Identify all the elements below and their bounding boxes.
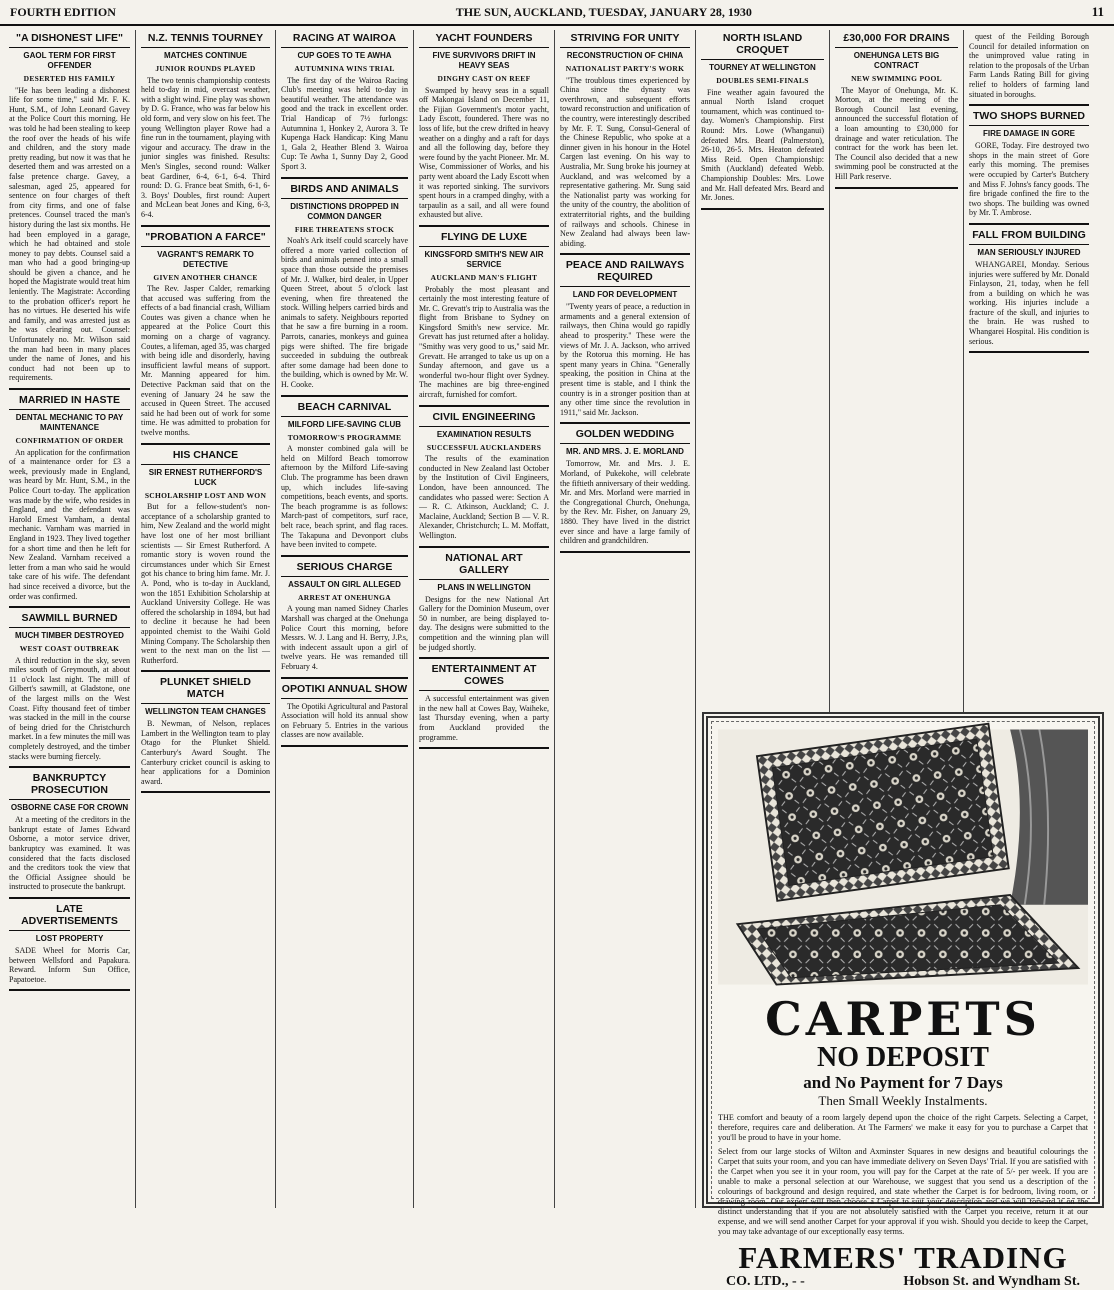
article-deck: SCHOLARSHIP LOST AND WON — [144, 490, 267, 500]
article-body: The Mayor of Onehunga, Mr. K. Morton, at the meeting of the Borough Council last evening, announced the successful flotation of a loan amounting to £30,000 for drainage and water reticulation. The contract for the work has been let. The Council also decided that a new swimming pool be constructed at the Hill Park reserve. — [835, 85, 958, 181]
column-rule — [9, 606, 130, 608]
article-headline: GOLDEN WEDDING — [560, 428, 690, 444]
article-deck: SUCCESSFUL AUCKLANDERS — [426, 442, 542, 452]
column-7 — [830, 30, 964, 712]
article-headline: ENTERTAINMENT AT COWES — [419, 663, 549, 691]
article-subheadline: MR. AND MRS. J. E. MORLAND — [566, 447, 684, 457]
article-headline: "A DISHONEST LIFE" — [9, 32, 130, 48]
article — [419, 411, 549, 541]
article — [969, 32, 1089, 99]
article-subheadline: ASSAULT ON GIRL ALLEGED — [288, 579, 401, 589]
article-subheadline: WELLINGTON TEAM CHANGES — [145, 707, 266, 717]
article-body: GORE, Today. Fire destroyed two shops in the main street of Gore early this morning. The premises were occupied by Carter's Butchery and Miss F. Johns's fancy goods. The fire brigade confined the fire to the two shops. The building was owned by Mr. T. Ambrose. — [969, 141, 1089, 218]
column-8 — [964, 30, 1094, 712]
edition-label: FOURTH EDITION — [10, 4, 116, 19]
column-rule — [141, 443, 270, 445]
article — [419, 552, 549, 653]
article-headline: BANKRUPTCY PROSECUTION — [9, 772, 130, 800]
newspaper-title: THE SUN, AUCKLAND, TUESDAY, JANUARY 28, 1930 — [455, 4, 752, 19]
column-rule — [560, 551, 690, 553]
article-body: The results of the examination conducted in New Zealand last October by the Institution of Civil Engineers, London, have been announced. The candidates who passed were: Section A — R. C. Atkinson, Auckland; C. J. Maclaine, Auckland; Section B — V. R. Alexander, Christchurch; L. M. Moffatt, Wellington. — [419, 454, 549, 540]
column-rule — [9, 989, 130, 991]
article-deck: NEW SWIMMING POOL — [851, 74, 942, 83]
article-headline: RACING AT WAIROA — [281, 32, 408, 48]
article-body: Noah's Ark itself could scarcely have offered a more varied collection of birds and animals penned into a small space than those outside the premises of Mr. J. Walker, bird dealer, in Upper Queen Street, about 5 o'clock last evening, when fire threatened the stock. Willing helpers carried birds and animals to safety. Neighbours reported that he saw a fire burning in a room. Parrots, canaries, monkeys and guinea pigs were shifted. The fire brigade succeeded in subduing the outbreak after some damage had been done to the building, which is owned by Mr. W. H. Cooke. — [281, 236, 408, 390]
article-subheadline: RECONSTRUCTION OF CHINA — [566, 51, 684, 60]
article-subheadline: MUCH TIMBER DESTROYED — [15, 631, 124, 641]
article — [281, 561, 408, 672]
article-body: quest of the Feilding Borough Council for detailed information on the unimproved value rating in relation to the proposals of the Urban Farm Lands Rating Bill for giving relief to holders of farming land situated in boroughs. — [969, 32, 1089, 99]
article-subheadline: ONEHUNGA LETS BIG CONTRACT — [853, 51, 940, 70]
article-headline: BEACH CARNIVAL — [281, 401, 408, 417]
article-subheadline: SIR ERNEST RUTHERFORD'S LUCK — [148, 467, 263, 487]
article-headline: OPOTIKI ANNUAL SHOW — [281, 683, 408, 699]
article-headline: NORTH ISLAND CROQUET — [701, 32, 824, 60]
article-body: A monster combined gala will be held on Milford Beach tomorrow afternoon by the Milford Life-saving Club. The programme has been drawn up, which includes life-saving competitions, beach events, and sports. The beach programme is as follows: March-past of competitors, surf race, belt race, beach sprint, and flag races. The Takapuna and Devonport clubs have been invited to compete. — [281, 444, 408, 550]
article-body: B. Newman, of Nelson, replaces Lambert in the Wellington team to play Otago for the Plunket Shield. Canterbury's Award Sought. The Canterbury cricket council is asking to hear applications for a Dominion award. — [141, 719, 270, 786]
page-number: 11 — [1091, 4, 1104, 19]
article-subheadline: GAOL TERM FOR FIRST OFFENDER — [23, 51, 116, 70]
article — [835, 32, 958, 182]
ad-paragraph-2: Select from our large stocks of Wilton and Axminster Squares in new designs and beautiful colourings the Carpet that suits your room, and you can have immediate delivery on Seven Days' Trial. If you are satisfied with the Carpet when you see it in your room, you will pay for the Carpet at the rate of 5/- per week. If you are unable to make a personal selection at our Warehouse, we suggest that you send us a description of the colourings of background and design required, and state whether the Carpet is for bedroom, living room, or drawing room. Our expert will then choose a Carpet to suit your description and we will forward it on the distinct understanding that if you are not absolutely satisfied with the Carpet you receive, return it at our expense, and we will send another Carpet for your approval if you wish. Should you decide to keep the Carpet, you may take advantage of our exceptionally easy terms. — [718, 1147, 1088, 1236]
article-deck: DINGHY CAST ON REEF — [437, 74, 531, 83]
article-headline: PLUNKET SHIELD MATCH — [141, 676, 270, 704]
article-subheadline: DENTAL MECHANIC TO PAY MAINTENANCE — [15, 413, 124, 432]
column-rule — [419, 225, 549, 227]
column-rule — [560, 253, 690, 255]
column-rule — [9, 388, 130, 390]
column-rule — [9, 897, 130, 899]
column-2 — [136, 30, 276, 1208]
article — [9, 32, 130, 383]
article-body: The Opotiki Agricultural and Pastoral Association will hold its annual show on February 5. Entries in the various classes are now available. — [281, 701, 408, 740]
article-subheadline: OSBORNE CASE FOR CROWN — [10, 803, 129, 813]
article — [419, 663, 549, 742]
column-rule — [419, 657, 549, 659]
column-rule — [141, 670, 270, 672]
article-subheadline: FIRE DAMAGE IN GORE — [982, 129, 1075, 139]
article-body: Designs for the new National Art Gallery for the Dominion Museum, over 50 in number, are being displayed to-day. The designs were submitted to the competition and the winning plan will be judged shortly. — [419, 594, 549, 652]
article — [560, 259, 690, 417]
article-deck: AUTUMNINA WINS TRIAL — [294, 64, 395, 73]
column-rule — [141, 225, 270, 227]
article-subheadline: CUP GOES TO TE AWHA — [297, 51, 392, 60]
article-subheadline: LOST PROPERTY — [35, 933, 104, 943]
article-headline: TWO SHOPS BURNED — [969, 110, 1089, 126]
article-deck: DESERTED HIS FAMILY — [23, 74, 116, 83]
article — [419, 231, 549, 400]
article-body: The two tennis championship contests held to-day in mid, overcast weather, with a slight wind. Fine play was shown by D. G. France, who was far below his old form, and very slow on his feet. The young Wellington player Rowe had a fine run in the tournament, playing with vigour and accuracy. The draw in the junior singles was finished. Results: Men's Singles, second round: Walker beat Gardiner, 6-4, 6-1, 6-4. Third round: D. G. France beat Smith, 6-1, 6-3. Boys' Doubles, first round: Aupert and McLean beat Jones and King, 6-3, 6-4. — [141, 75, 270, 219]
column-rule — [281, 395, 408, 397]
column-rule — [969, 104, 1089, 106]
column-rule — [419, 747, 549, 749]
article-deck: DOUBLES SEMI-FINALS — [716, 76, 809, 85]
ad-paragraph-1: THE comfort and beauty of a room largely depend upon the choice of the right Carpets. Selecting a Carpet, therefore, requires care and deliberation. At The Farmers' we make it easy for you to purchase a Carpet that you'll be proud to have in your home. — [718, 1113, 1088, 1142]
article-body: WHANGAREI, Monday. Serious injuries were suffered by Mr. Donald Finlayson, 21, today, when he fell from a building on which he was working. His injuries include a fracture of the skull, and injuries to the brain. He was rushed to Whangarei Hospital. His condition is serious. — [969, 259, 1089, 346]
masthead — [0, 0, 1114, 26]
article-headline: FALL FROM BUILDING — [969, 229, 1089, 245]
article-deck: AUCKLAND MAN'S FLIGHT — [430, 272, 538, 282]
article — [9, 772, 130, 892]
column-6 — [696, 30, 830, 712]
article-body: The first day of the Wairoa Racing Club's meeting was held to-day in beautiful weather. The attendance was good and the track in excellent order. Trial Handicap of 7½ furlongs: Autumnina 1, Honkey 2, Aurora 3. Te Kupenga Hack Handicap: King Manu 1, Gala 2, Heather Blend 3. Wairoa Cup: Te Awha 1, Sunny Day 2, Good Sport 3. — [281, 75, 408, 171]
article-body: "The troublous times experienced by China since the dynasty was overthrown, and subsequent efforts toward reconstruction and unification of the country, were interestingly described by Mr. F. T. Sung, Consul-General of the Chinese Republic, who spoke at a dinner given in his honour in the Hotel Cargen last evening. On his way to Australia, Mr. Sung broke his journey at Auckland, and was welcomed by a representative gathering. Mr. Sung said the Nationalist party was working for the unity of the country, the abolition of extraterritorial rights, and the building of railways and schools. Chinese in New Zealand had always been law-abiding. — [560, 75, 690, 248]
article-subheadline: VAGRANT'S REMARK TO DETECTIVE — [157, 249, 254, 269]
article-headline: HIS CHANCE — [141, 449, 270, 465]
article-subheadline: MILFORD LIFE-SAVING CLUB — [287, 419, 402, 429]
article — [560, 32, 690, 248]
article-body: "Twenty years of peace, a reduction in armaments and a general extension of railways, then China would go rapidly ahead to prosperity." These were the views of Mr. J. A. Jackson, who arrived by the Rotorua this morning. He has spent many years in China. "Generally speaking, the position in China at the present time is stable, and I think the country is in a stronger position than at any other time since the revolution in 1911," said Mr. Jackson. — [560, 302, 690, 417]
article-deck: NATIONALIST PARTY'S WORK — [565, 64, 685, 73]
article-body: The Rev. Jasper Calder, remarking that accused was suffering from the effects of a bad financial crash, William Coutes was given a chance when he appeared at the Police Court this morning on a charge of vagrancy. Coutes, a lifeman, aged 35, was charged with being idle and disorderly, having insufficient lawful means of support. Mr. Manning appeared for him. Detective Packman said that on the evening of January 24 he saw the accused in Queen Street. The accused said he had been out of work for some time. He was admitted to probation for twelve months. — [141, 284, 270, 437]
article-deck: CONFIRMATION OF ORDER — [15, 436, 124, 445]
article — [9, 394, 130, 601]
article — [969, 229, 1089, 346]
column-rule — [9, 766, 130, 768]
column-rule — [969, 223, 1089, 225]
carpet-advertisement — [702, 712, 1104, 1289]
article-body: An application for the confirmation of a maintenance order for £3 a week, previously made in England, was heard by Mr. Hunt, S.M., in the Police Court to-day. The application was made by the wife, who resides in England, and the defendant was Harold Ernest Varnham, a dental mechanic. Varnham was married in England in 1923. They lived together for a short time and then he left for New Zealand. Varnham received a letter from a man who said he would take care of his wife. The defendant had since received a divorce, but the order was confirmed. — [9, 447, 130, 601]
article-deck: WEST COAST OUTBREAK — [19, 644, 120, 654]
column-rule — [281, 555, 408, 557]
article-deck: FIRE THREATENS STOCK — [294, 224, 395, 234]
article-body: But for a fellow-student's non-acceptance of a scholarship granted to him, New Zealand and the world might have lost one of her most brilliant scientists — Sir Ernest Rutherford. A romantic story is woven round the circumstances under which Sir Ernest got his chance to bring him fame. Mr. J. A. Pond, who is to-day in Auckland, won the 1851 Exhibition Scholarship at Auckland University College. He was offered the scholarship in 1894, but had to decline it because he had been appointed chemist to the Waihi Gold Mining Company. The Scholarship then went to the next man on the list — Rutherford. — [141, 502, 270, 665]
article-deck: GIVEN ANOTHER CHANCE — [153, 272, 258, 282]
article-headline: LATE ADVERTISEMENTS — [9, 903, 130, 931]
column-rule — [560, 422, 690, 424]
article-headline: BIRDS AND ANIMALS — [281, 183, 408, 199]
article-headline: MARRIED IN HASTE — [9, 394, 130, 410]
article-deck: TOMORROW'S PROGRAMME — [287, 432, 402, 442]
article-headline: £30,000 FOR DRAINS — [835, 32, 958, 48]
article-subheadline: FIVE SURVIVORS DRIFT IN HEAVY SEAS — [432, 51, 536, 70]
article-headline: CIVIL ENGINEERING — [419, 411, 549, 427]
ad-company: CO. LTD., - - — [726, 1274, 805, 1289]
article — [9, 612, 130, 761]
article-headline: NATIONAL ART GALLERY — [419, 552, 549, 580]
article-body: SADE Wheel for Morris Car, between Wellsford and Papakura. Reward. Inform Sun Office, Papatoetoe. — [9, 945, 130, 984]
carpet-illustration — [718, 726, 1088, 988]
article-body: A third reduction in the sky, seven miles south of Greymouth, at about 11 o'clock last night. The mill of Gilbert's sawmill, at Gladstone, one of the largest mills on the West Coast. Fifty thousand feet of timber was stacked in the mill in the course of being dried for the Christchurch market. In a few minutes the mill was completely destroyed, and the timber stacks were burning fiercely. — [9, 655, 130, 761]
article-body: Tomorrow, Mr. and Mrs. J. E. Morland, of Pukekohe, will celebrate the fiftieth anniversary of their wedding. Mr. and Mrs. Morland were married in the Congregational Church, Onehunga, by the Rev. Mr. Fisher, on January 29, 1880. They have lived in the district ever since and have a large family of children and grandchildren. — [560, 459, 690, 546]
column-rule — [419, 405, 549, 407]
article-subheadline: LAND FOR DEVELOPMENT — [572, 290, 678, 300]
article — [9, 903, 130, 984]
column-rule — [835, 187, 958, 189]
article — [141, 449, 270, 666]
column-rule — [419, 546, 549, 548]
article-headline: SERIOUS CHARGE — [281, 561, 408, 577]
article — [560, 428, 690, 545]
article-subheadline: TOURNEY AT WELLINGTON — [709, 63, 816, 72]
ad-no-payment: and No Payment for 7 Days — [803, 1073, 1003, 1092]
article-deck: ARREST AT ONEHUNGA — [298, 592, 391, 602]
article — [281, 32, 408, 172]
ad-address: Hobson St. and Wyndham St. — [903, 1274, 1080, 1289]
article-headline: SAWMILL BURNED — [9, 612, 130, 628]
article-headline: YACHT FOUNDERS — [419, 32, 549, 48]
article-body: Probably the most pleasant and certainly the most interesting feature of Mr. C. Grevatt's trip to Australia was the flight from Brisbane to Sydney on Kingsford Smith's new service. Mr. Grevatt has just returned after a holiday. "Smithy was very good to us," said Mr. Grevatt. He arranged to take us up on a Sunday afternoon, and gave us a wonderful two-hour flight over Sydney. The machines are big three-engined aircraft, furnished for comfort. — [419, 284, 549, 400]
article-subheadline: KINGSFORD SMITH'S NEW AIR SERVICE — [424, 249, 544, 269]
article-headline: N.Z. TENNIS TOURNEY — [141, 32, 270, 48]
article — [141, 231, 270, 438]
article — [141, 32, 270, 220]
ad-firm-name: FARMERS' TRADING — [738, 1240, 1068, 1275]
column-rule — [281, 677, 408, 679]
article-headline: "PROBATION A FARCE" — [141, 231, 270, 247]
article-body: "He has been leading a dishonest life for some time," said Mr. F. K. Hunt, S.M., of John Leonard Gavey at the Police Court this morning. He was told he had been stealing to keep the roof over the heads of his wife and children, and the story made pretty reading, but now it was that he deserted them and was arrested on a false pretence charge. Gavey, a salesman, aged 25, appeared for sentence on four charges of theft from city firms, and one of false pretences. Counsel traced the man's history during the last six months. He had been employed in a garage, which he had obtained and stole money to pay debts. Counsel said a man who had a good bringing-up should be given a chance, and he hoped the Magistrate would treat him leniently. The Magistrate: According to the probation officer's report he has no virtues. He deserted his wife and family, and was arrested just as he was clearing out. Counsel: Unfortunately no. Mr. Wilson said the man had been in many places under the name of Jones, and his conduct had not been up to requirements. — [9, 85, 130, 383]
article-subheadline: MATCHES CONTINUE — [164, 51, 247, 60]
column-4 — [414, 30, 555, 1208]
article-subheadline: EXAMINATION RESULTS — [436, 429, 532, 439]
ad-address-line — [718, 1274, 1088, 1290]
column-rule — [141, 791, 270, 793]
column-rule — [969, 351, 1089, 353]
article — [419, 32, 549, 220]
column-3 — [276, 30, 414, 1208]
article-deck: JUNIOR ROUNDS PLAYED — [155, 64, 256, 73]
column-rule — [281, 177, 408, 179]
article-body: A young man named Sidney Charles Marshall was charged at the Onehunga Police Court this morning, before Messrs. W. J. Lang and H. Berry, J.P.s, with indecent assault upon a girl of twelve years. He was remanded till February 4. — [281, 604, 408, 671]
article-body: A successful entertainment was given in the new hall at Cowes Bay, Waiheke, last Thursday evening, when a party from Auckland provided the programme. — [419, 694, 549, 742]
article-subheadline: MAN SERIOUSLY INJURED — [977, 247, 1081, 257]
article-headline: FLYING DE LUXE — [419, 231, 549, 247]
column-rule — [281, 745, 408, 747]
article — [281, 183, 408, 390]
ad-headline: CARPETS — [765, 992, 1041, 1046]
article-headline: PEACE AND RAILWAYS REQUIRED — [560, 259, 690, 287]
article-headline: STRIVING FOR UNITY — [560, 32, 690, 48]
article-body: Fine weather again favoured the annual North Island croquet tournament, which was continued to-day. Women's Championship. First Round: Mrs. Lowe (Whanganui) defeated Mrs. Beard (Palmerston), 26-10, 26-5. Mrs. Heaton defeated Miss Reid. Open Championship: Smith (Auckland) defeated Webb. Championship Doubles: Mrs. Lowe and Mr. Hall defeated Mrs. Beard and Mr. Jones. — [701, 87, 824, 203]
article — [281, 401, 408, 550]
ad-instalments: Then Small Weekly Instalments. — [818, 1093, 988, 1108]
column-1 — [4, 30, 136, 1208]
article — [141, 676, 270, 786]
article — [281, 683, 408, 740]
article-subheadline: PLANS IN WELLINGTON — [437, 582, 531, 592]
ad-no-deposit: NO DEPOSIT — [817, 1042, 989, 1073]
article-body: Swamped by heavy seas in a squall off Makongai Island on December 11, the Fijian Government's motor yacht, Lady Escott, foundered. There was no loss of life, but the crew drifted in heavy weather on a dinghy and a raft for days and all the following day, before they were found by the yacht Pioneer. Mr. M. Wise, Commissioner of Works, and his party went aboard the Lady Escott when it was reported sinking. The survivors spent hours in a cramped dinghy, with a tarpaulin as a sail, and all were found exhausted but alive. — [419, 85, 549, 220]
article — [969, 110, 1089, 218]
article-body: At a meeting of the creditors in the bankrupt estate of James Edward Osborne, a motor service driver, bankruptcy was examined. It was considered that the facts disclosed and the creditors took the view that the Official Assignee should be instructed to prosecute the bankrupt. — [9, 815, 130, 892]
article — [701, 32, 824, 203]
column-rule — [701, 208, 824, 210]
article-subheadline: DISTINCTIONS DROPPED IN COMMON DANGER — [290, 201, 399, 221]
column-5 — [555, 30, 696, 1208]
